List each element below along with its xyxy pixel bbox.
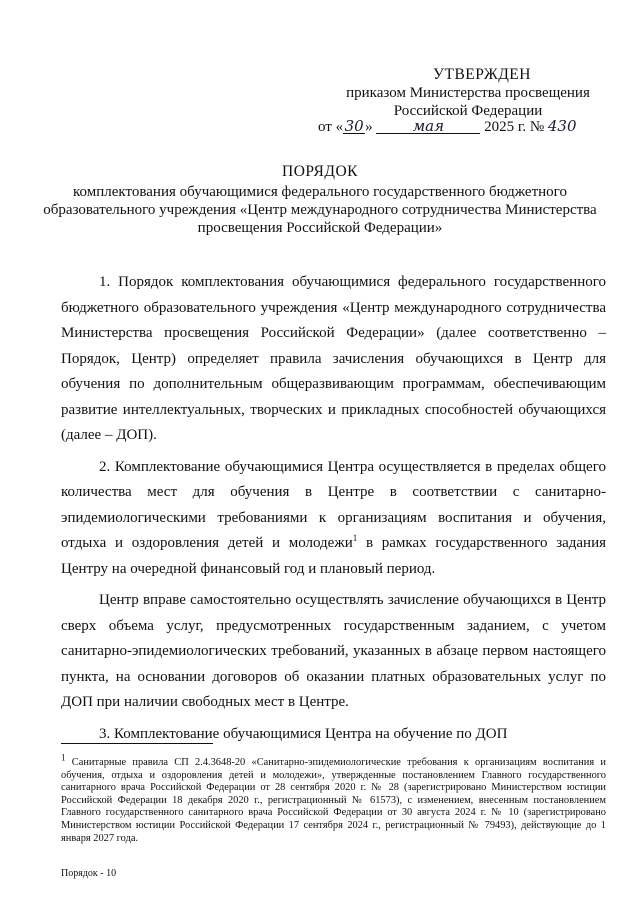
approval-issuer-line: приказом Министерства просвещения (346, 85, 590, 101)
approval-heading: УТВЕРЖДЕН (433, 66, 531, 83)
paragraph-4: 3. Комплектование обучающимися Центра на обучение по ДОП (99, 725, 508, 742)
order-year-number-label: 2025 г. № (484, 119, 545, 135)
page-label: Порядок - 10 (61, 868, 117, 879)
approval-stamp (318, 66, 618, 120)
footnote-separator (61, 743, 213, 744)
paragraph-2-part-2: в рамках государственного задания Центру на очередной финансовый год и плановый период. (61, 535, 607, 577)
footnote-reference: 1 (352, 533, 358, 543)
order-date-line (318, 117, 618, 136)
document-title-block (40, 163, 600, 237)
order-number-handwritten: 430 (547, 117, 577, 135)
order-month-handwritten: мая (376, 119, 480, 134)
order-date-prefix: от « (318, 119, 344, 135)
order-date-quote: » (365, 119, 373, 135)
paragraph-2-part-1: 2. Комплектование обучающимися Центра осуществляется в пределах общего количества мест для обучения в Центре в соответствии с санитарно-эпидемиологическими требованиями к организациям воспитания и обучения, отдыха и оздоровления детей и молодежи (61, 458, 606, 551)
approval-country-line: Российской Федерации (393, 103, 543, 119)
document-title: ПОРЯДОК (282, 163, 358, 180)
paragraph-2 (61, 455, 606, 583)
document-subtitle: комплектования обучающимися федерального государственного бюджетного образовательного учреждения «Центр международного сотрудничества Министерства просвещения Российской Федерации» (43, 184, 597, 236)
paragraph-1: 1. Порядок комплектования обучающимися федерального государственного бюджетного образовательного учреждения «Центр международного сотрудничества Министерства просвещения Российской Федерации» (далее соответственно – Порядок, Центр) определяет правила зачисления обучающихся в Центр для обучения по дополнительным общеразвивающим программам, обеспечивающим развитие интеллектуальных, творческих и прикладных способностей обучающихся (далее – ДОП). (61, 274, 606, 443)
document-body (61, 270, 606, 747)
footnote-marker: 1 (61, 752, 66, 763)
paragraph-3: Центр вправе самостоятельно осуществлять зачисление обучающихся в Центр сверх объема услуг, предусмотренных государственным заданием, с учетом санитарно-эпидемиологических требований, указанных в абзаце первом настоящего пункта, на основании договоров об оказании платных образовательных услуг по ДОП при наличии свободных мест в Центре. (61, 592, 606, 710)
footnote (61, 752, 606, 845)
order-day-handwritten: 30 (344, 117, 364, 135)
footnote-text: Санитарные правила СП 2.4.3648-20 «Санитарно-эпидемиологические требования к организациям воспитания и обучения, отдыха и оздоровления детей и молодежи», утвержденные постановлением Главного государственного санитарного врача Российской Федерации от 28 сентября 2020 г. № 28 (зарегистрировано Министерством юстиции Российской Федерации 18 декабря 2020 г., регистрационный № 61573), с изменением, внесенным постановлением Главного государственного санитарного врача Российской Федерации от 30 августа 2024 г. № 10 (зарегистрировано Министерством юстиции Российской Федерации 17 сентября 2024 г., регистрационный № 79493), действующие до 1 января 2027 года. (61, 757, 606, 844)
